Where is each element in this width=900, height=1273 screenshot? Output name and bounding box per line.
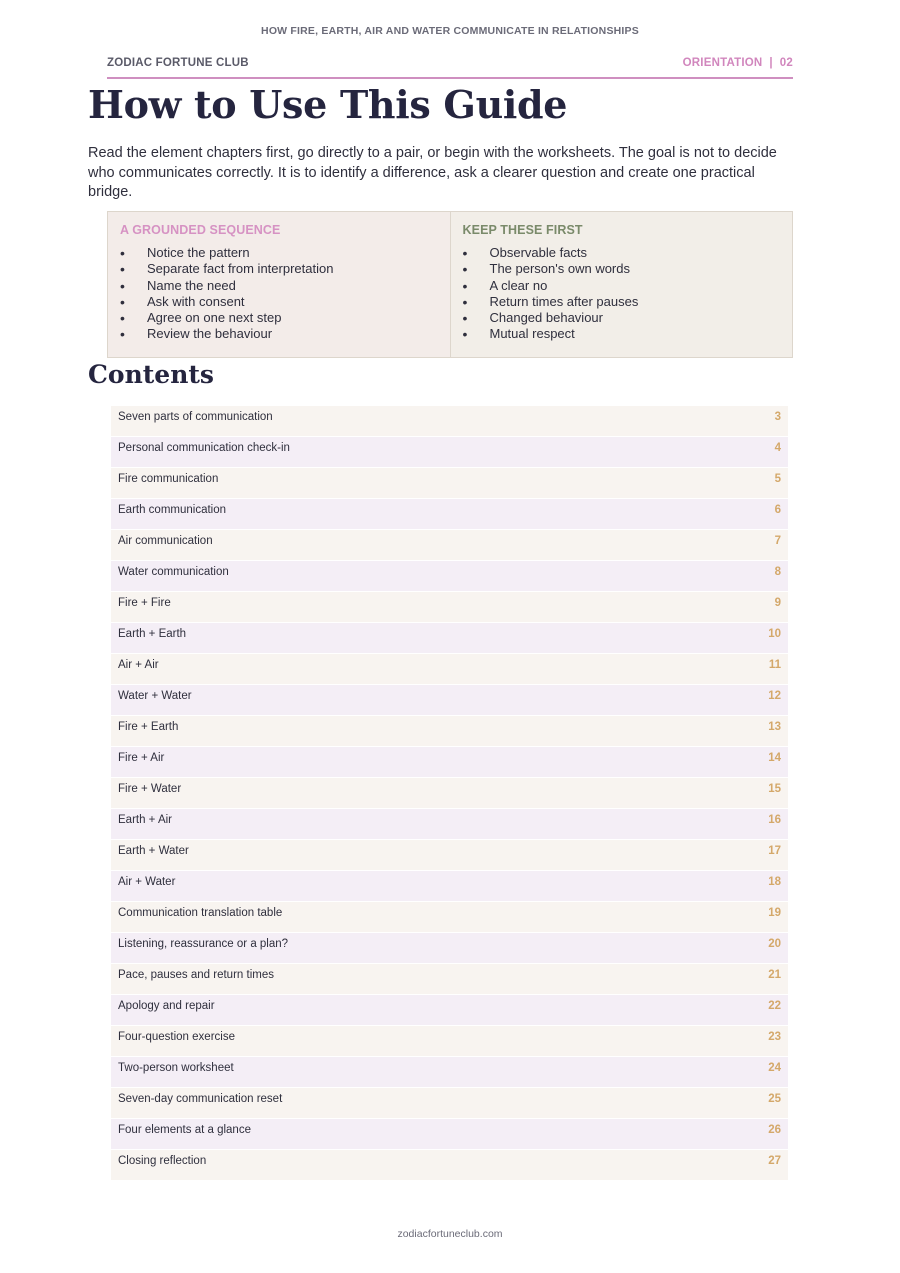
intro-paragraph: Read the element chapters first, go directly to a pair, or begin with the worksheets. The goal is not to decide who communicates correctly. It is to identify a difference, ask a clearer question and create one practical bridge. (88, 145, 777, 200)
toc-entry-label: Fire communication (118, 473, 219, 485)
toc-page-number: 24 (768, 1062, 781, 1074)
footer-url: zodiacfortuneclub.com (397, 1228, 503, 1240)
toc-entry-label: Earth communication (118, 504, 227, 516)
toc-entry-label: Fire + Air (118, 752, 165, 764)
toc-row[interactable] (111, 437, 788, 468)
toc-row[interactable] (111, 561, 788, 592)
toc-entry-label: Air + Air (118, 659, 159, 671)
list-item: • The person's own words (463, 261, 781, 277)
list-item: • Changed behaviour (463, 310, 781, 326)
toc-page-number: 12 (768, 690, 781, 702)
list-item: • Separate fact from interpretation (120, 261, 438, 277)
toc-page-number: 10 (768, 628, 781, 640)
toc-row[interactable] (111, 1150, 788, 1181)
toc-row[interactable] (111, 1088, 788, 1119)
toc-row[interactable] (111, 747, 788, 778)
toc-page-number: 19 (768, 907, 781, 919)
toc-row[interactable] (111, 499, 788, 530)
toc-entry-label: Water + Water (118, 690, 192, 702)
toc-page-number: 5 (774, 473, 781, 485)
toc-entry-label: Fire + Earth (118, 721, 179, 733)
toc-page-number: 13 (768, 721, 781, 733)
toc-row[interactable] (111, 592, 788, 623)
toc-entry-label: Earth + Water (118, 845, 189, 857)
list-item: • Return times after pauses (463, 294, 781, 310)
toc-page-number: 20 (768, 938, 781, 950)
keep-first-list (463, 245, 781, 343)
toc-page-number: 23 (768, 1031, 781, 1043)
toc-entry-label: Personal communication check-in (118, 442, 290, 454)
toc-page-number: 16 (768, 814, 781, 826)
toc-row[interactable] (111, 809, 788, 840)
toc-row[interactable] (111, 995, 788, 1026)
toc-entry-label: Fire + Fire (118, 597, 171, 609)
toc-page-number: 18 (768, 876, 781, 888)
keep-first-box (451, 212, 793, 357)
toc-entry-label: Fire + Water (118, 783, 182, 795)
toc-entry-label: Water communication (118, 566, 229, 578)
toc-page-number: 17 (768, 845, 781, 857)
toc-row[interactable] (111, 871, 788, 902)
toc-row[interactable] (111, 716, 788, 747)
toc-page-number: 14 (768, 752, 781, 764)
toc-entry-label: Air + Water (118, 876, 176, 888)
toc-page-number: 11 (768, 659, 781, 671)
toc-entry-label: Four-question exercise (118, 1031, 235, 1043)
toc-page-number: 15 (768, 783, 781, 795)
contents-heading: Contents (88, 360, 215, 389)
list-item: • Name the need (120, 278, 438, 294)
header-page-number: 02 (779, 57, 793, 69)
toc-entry-label: Earth + Earth (118, 628, 187, 640)
grounded-sequence-title: A GROUNDED SEQUENCE (120, 223, 281, 237)
toc-row[interactable] (111, 685, 788, 716)
grounded-sequence-box (108, 212, 451, 357)
toc-page-number: 21 (768, 969, 781, 981)
toc-entry-label: Air communication (118, 535, 213, 547)
toc-entry-label: Listening, reassurance or a plan? (118, 938, 289, 950)
list-item: • Notice the pattern (120, 245, 438, 261)
toc-entry-label: Earth + Air (118, 814, 173, 826)
list-item: • Ask with consent (120, 294, 438, 310)
list-item: • Review the behaviour (120, 326, 438, 342)
toc-row[interactable] (111, 406, 788, 437)
toc-page-number: 22 (768, 1000, 781, 1012)
toc-page-number: 8 (774, 566, 781, 578)
section-name: ORIENTATION (682, 57, 763, 69)
toc-row[interactable] (111, 623, 788, 654)
toc-row[interactable] (111, 530, 788, 561)
toc-entry-label: Pace, pauses and return times (118, 969, 274, 981)
grounded-sequence-list (120, 245, 438, 343)
toc-row[interactable] (111, 902, 788, 933)
toc-entry-label: Seven-day communication reset (118, 1093, 283, 1105)
toc-page-number: 6 (774, 504, 781, 516)
toc-page-number: 3 (774, 411, 781, 423)
page-header (107, 56, 793, 79)
toc-row[interactable] (111, 468, 788, 499)
toc-page-number: 7 (774, 535, 781, 547)
callout-boxes (107, 211, 793, 358)
toc-row[interactable] (111, 1057, 788, 1088)
section-indicator (683, 57, 793, 69)
toc-entry-label: Closing reflection (118, 1155, 207, 1167)
toc-entry-label: Four elements at a glance (118, 1124, 251, 1136)
toc-row[interactable] (111, 964, 788, 995)
toc-row[interactable] (111, 1119, 788, 1150)
toc-page-number: 9 (774, 597, 781, 609)
toc-page-number: 26 (768, 1124, 781, 1136)
page-title: How to Use This Guide (88, 82, 568, 127)
table-of-contents (111, 406, 788, 1181)
list-item: • Agree on one next step (120, 310, 438, 326)
toc-row[interactable] (111, 778, 788, 809)
toc-entry-label: Communication translation table (118, 907, 283, 919)
keep-first-title: KEEP THESE FIRST (462, 223, 583, 237)
header-separator: | (769, 57, 773, 69)
toc-row[interactable] (111, 654, 788, 685)
toc-entry-label: Two-person worksheet (118, 1062, 234, 1074)
toc-page-number: 25 (768, 1093, 781, 1105)
toc-page-number: 4 (774, 442, 781, 454)
toc-entry-label: Apology and repair (118, 1000, 215, 1012)
list-item: • Observable facts (463, 245, 781, 261)
running-title: HOW FIRE, EARTH, AIR AND WATER COMMUNICATE IN RELATIONSHIPS (261, 25, 639, 37)
toc-row[interactable] (111, 933, 788, 964)
brand-name: ZODIAC FORTUNE CLUB (107, 57, 249, 69)
toc-page-number: 27 (768, 1155, 781, 1167)
toc-row[interactable] (111, 840, 788, 871)
list-item: • A clear no (463, 278, 781, 294)
toc-row[interactable] (111, 1026, 788, 1057)
toc-entry-label: Seven parts of communication (118, 411, 273, 423)
list-item: • Mutual respect (463, 326, 781, 342)
